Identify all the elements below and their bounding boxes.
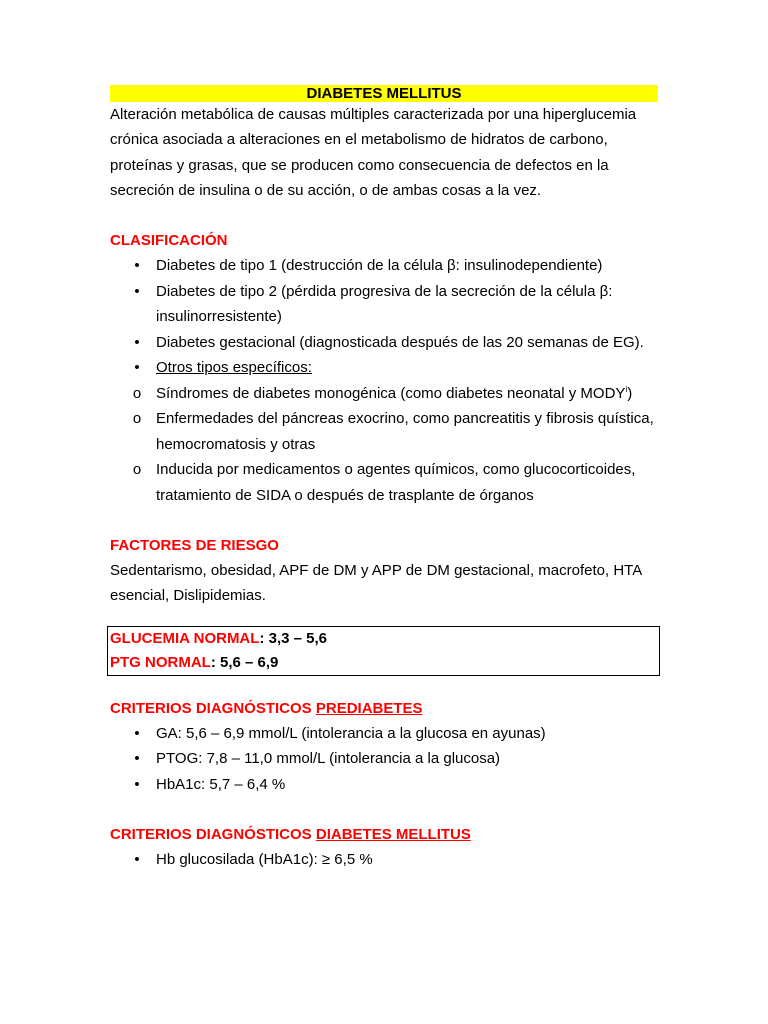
- definition-paragraph: Alteración metabólica de causas múltiples caracterizada por una hiperglucemia crónica asociada a alteraciones en el metabolismo de hidratos de carbono, proteínas y grasas, que se producen como consecuencia de defectos en la secreción de insulina o de su acción, o de ambas cosas a la vez.: [110, 106, 637, 199]
- bullet-icon: •: [134, 333, 140, 351]
- ptg-normal-label: PTG NORMAL: [110, 653, 211, 671]
- list-item-text: Síndromes de diabetes monogénica (como diabetes neonatal y MODY: [156, 384, 626, 402]
- list-item: [110, 847, 658, 873]
- bullet-icon: •: [134, 282, 140, 300]
- list-item-text: Otros tipos específicos:: [156, 359, 312, 377]
- sub-bullet-icon: o: [132, 410, 142, 428]
- ptg-normal-row: [110, 651, 659, 675]
- document-page: [110, 85, 658, 873]
- list-item: [110, 355, 658, 381]
- normal-values-box: [107, 626, 660, 676]
- document-title: DIABETES MELLITUS: [110, 85, 658, 102]
- sub-bullet-icon: o: [132, 384, 142, 402]
- ptg-normal-value: : 5,6 – 6,9: [210, 653, 279, 671]
- glucemia-normal-label: GLUCEMIA NORMAL: [110, 629, 260, 647]
- list-item: [110, 253, 658, 279]
- list-item-text: Diabetes gestacional (diagnosticada después de las 20 semanas de EG).: [156, 333, 644, 351]
- prediabetes-list: [110, 721, 658, 798]
- dm-criterios-list: [110, 847, 658, 873]
- prediabetes-heading-prefix: CRITERIOS DIAGNÓSTICOS: [110, 699, 316, 717]
- glucemia-normal-row: [110, 627, 659, 651]
- factores-heading: FACTORES DE RIESGO: [110, 537, 279, 555]
- list-item-text-close: ): [627, 384, 633, 402]
- bullet-icon: •: [134, 359, 140, 377]
- list-item-text: Diabetes de tipo 2 (pérdida progresiva de la secreción de la célula β: insulinorresistente): [156, 282, 613, 326]
- list-item: [110, 330, 658, 356]
- list-item: [110, 457, 658, 508]
- list-item: [110, 406, 658, 457]
- prediabetes-heading: [110, 696, 658, 721]
- clasificacion-list: [110, 253, 658, 508]
- bullet-icon: •: [134, 750, 140, 768]
- list-item: [110, 746, 658, 772]
- footnote-reference[interactable]: i: [625, 384, 628, 394]
- bullet-icon: •: [134, 257, 140, 275]
- spacer: [110, 508, 658, 533]
- bullet-icon: •: [134, 851, 140, 869]
- factores-paragraph: Sedentarismo, obesidad, APF de DM y APP de DM gestacional, macrofeto, HTA esencial, Dislipidemias.: [110, 562, 642, 605]
- list-item: [110, 279, 658, 330]
- list-item-text: HbA1c: 5,7 – 6,4 %: [156, 775, 286, 793]
- list-item-text: Inducida por medicamentos o agentes químicos, como glucocorticoides, tratamiento de SIDA o después de trasplante de órganos: [156, 461, 636, 504]
- glucemia-normal-value: : 3,3 – 5,6: [259, 629, 327, 647]
- list-item-text: PTOG: 7,8 – 11,0 mmol/L (intolerancia a la glucosa): [156, 750, 501, 768]
- spacer: [110, 203, 658, 228]
- dm-criterios-heading-prefix: CRITERIOS DIAGNÓSTICOS: [110, 826, 316, 844]
- dm-criterios-heading-underlined: DIABETES MELLITUS: [315, 826, 471, 844]
- sub-bullet-icon: o: [132, 461, 142, 479]
- list-item-text: Hb glucosilada (HbA1c): ≥ 6,5 %: [156, 851, 373, 869]
- bullet-icon: •: [134, 775, 140, 793]
- clasificacion-heading: CLASIFICACIÓN: [110, 232, 228, 250]
- prediabetes-heading-underlined: PREDIABETES: [315, 699, 423, 717]
- list-item: [110, 721, 658, 747]
- list-item-text: GA: 5,6 – 6,9 mmol/L (intolerancia a la glucosa en ayunas): [156, 724, 546, 742]
- spacer: [110, 797, 658, 822]
- list-item: [110, 381, 658, 407]
- list-item: [110, 772, 658, 798]
- spacer: [110, 676, 658, 696]
- bullet-icon: •: [134, 724, 140, 742]
- list-item-text: Enfermedades del páncreas exocrino, como pancreatitis y fibrosis quística, hemocromatosis y otras: [156, 410, 654, 453]
- spacer: [110, 609, 658, 626]
- list-item-text: Diabetes de tipo 1 (destrucción de la célula β: insulinodependiente): [156, 257, 603, 275]
- dm-criterios-heading: [110, 822, 658, 847]
